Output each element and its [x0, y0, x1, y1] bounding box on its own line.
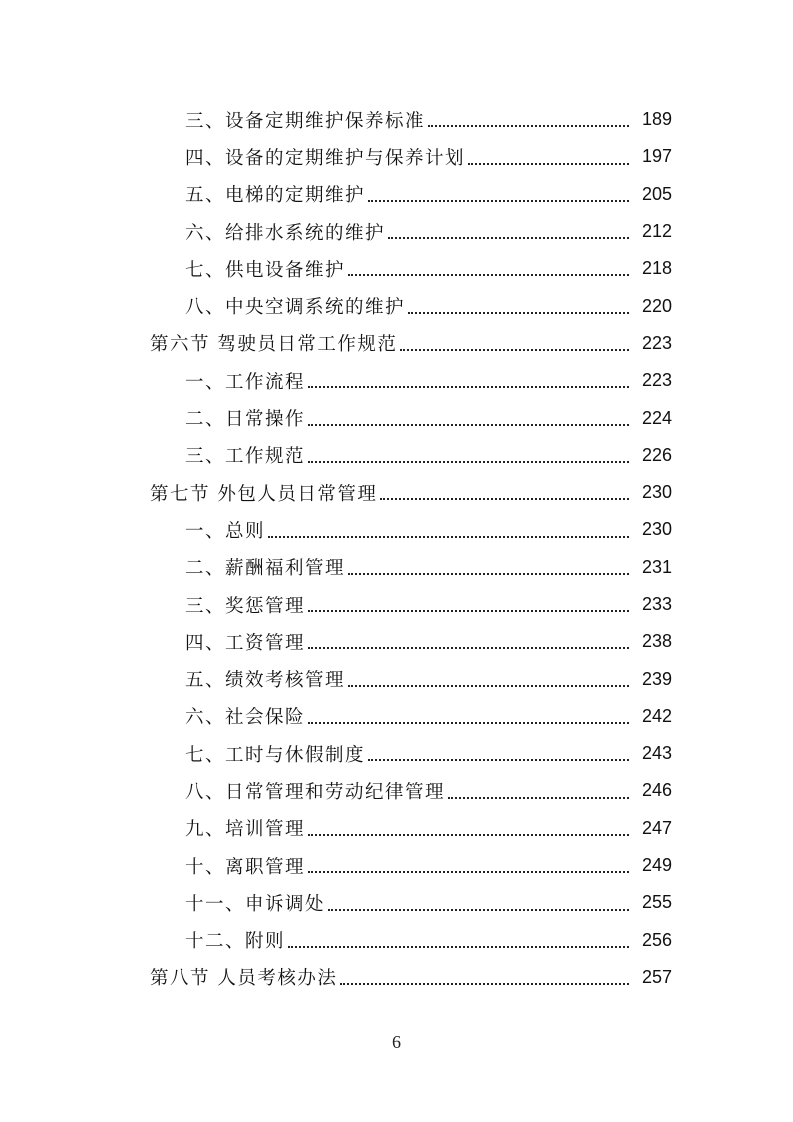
- toc-entry-page: 255: [641, 892, 672, 913]
- toc-entry-label: 四、工资管理: [185, 632, 306, 654]
- dot-leader: [380, 497, 629, 500]
- toc-entry-page: 189: [641, 109, 672, 130]
- toc-entry-page: 231: [641, 556, 672, 577]
- toc-entry[interactable]: [0, 772, 793, 809]
- page-number: 6: [392, 1032, 401, 1052]
- toc-entry-page: 239: [641, 668, 672, 689]
- toc-entry[interactable]: [0, 138, 793, 175]
- toc-entry[interactable]: [0, 101, 793, 138]
- toc-entry-label: 三、工作规范: [185, 446, 306, 468]
- toc-entry-page: 243: [641, 743, 672, 764]
- toc-entry-label: 十一、申诉调处: [185, 893, 326, 915]
- toc-entry-page: 230: [641, 519, 672, 540]
- toc-entry-label: 八、中央空调系统的维护: [185, 297, 406, 319]
- toc-entry[interactable]: [0, 847, 793, 884]
- toc-entry[interactable]: [0, 250, 793, 287]
- toc-entry-page: 247: [641, 817, 672, 838]
- toc-entry-page: 197: [641, 146, 672, 167]
- toc-entry[interactable]: [0, 698, 793, 735]
- toc-entry[interactable]: [0, 660, 793, 697]
- toc-entry-page: 205: [641, 183, 672, 204]
- toc-entry-label: 十、离职管理: [185, 856, 306, 878]
- toc-entry-label: 二、薪酬福利管理: [185, 558, 346, 580]
- toc-section-entry[interactable]: [0, 474, 793, 511]
- dot-leader: [348, 572, 629, 575]
- toc-entry-page: 223: [641, 370, 672, 391]
- toc-entry[interactable]: [0, 549, 793, 586]
- toc-entry-label: 四、设备的定期维护与保养计划: [185, 147, 466, 169]
- toc-entry-label: 二、日常操作: [185, 409, 306, 431]
- toc-entry-page: 212: [641, 221, 672, 242]
- toc-entry-label: 六、社会保险: [185, 707, 306, 729]
- toc-entry-label: 九、培训管理: [185, 819, 306, 841]
- toc-entry-label: 第八节 人员考核办法: [150, 968, 338, 990]
- toc-section-entry[interactable]: [0, 959, 793, 996]
- dot-leader: [308, 721, 629, 724]
- toc-entry-page: 220: [641, 295, 672, 316]
- toc-entry-label: 八、日常管理和劳动纪律管理: [185, 781, 446, 803]
- toc-entry-page: 249: [641, 855, 672, 876]
- toc-entry-label: 三、奖惩管理: [185, 595, 306, 617]
- dot-leader: [268, 535, 629, 538]
- toc-entry[interactable]: [0, 511, 793, 548]
- dot-leader: [348, 273, 629, 276]
- toc-entry[interactable]: [0, 623, 793, 660]
- toc-entry[interactable]: [0, 287, 793, 324]
- toc-entry-page: 257: [641, 966, 672, 987]
- dot-leader: [308, 833, 629, 836]
- toc-entry-page: 233: [641, 594, 672, 614]
- toc-entry-label: 一、总则: [185, 520, 266, 542]
- toc-entry[interactable]: [0, 213, 793, 250]
- toc-entry-page: 230: [641, 482, 672, 503]
- dot-leader: [408, 311, 629, 314]
- toc-entry-label: 六、给排水系统的维护: [185, 222, 386, 244]
- dot-leader: [388, 236, 629, 239]
- toc-entry-label: 七、供电设备维护: [185, 259, 346, 281]
- toc-entry[interactable]: [0, 586, 793, 623]
- toc-entry-label: 五、绩效考核管理: [185, 670, 346, 692]
- toc-entry-page: 224: [641, 407, 672, 428]
- toc-entry-page: 218: [641, 258, 672, 279]
- toc-entry-label: 第七节 外包人员日常管理: [150, 483, 378, 505]
- toc-entry-page: 223: [641, 332, 672, 353]
- dot-leader: [468, 162, 629, 165]
- toc-entry[interactable]: [0, 437, 793, 474]
- toc-entry-page: 226: [641, 444, 672, 465]
- dot-leader: [328, 908, 629, 911]
- table-of-contents: [0, 101, 793, 996]
- toc-entry-page: 256: [641, 929, 672, 950]
- dot-leader: [368, 199, 629, 202]
- toc-entry[interactable]: [0, 399, 793, 436]
- toc-entry-label: 一、工作流程: [185, 371, 306, 393]
- toc-entry-page: 246: [641, 780, 672, 801]
- dot-leader: [448, 796, 629, 799]
- toc-entry[interactable]: [0, 922, 793, 959]
- toc-entry-label: 第六节 驾驶员日常工作规范: [150, 334, 398, 356]
- toc-section-entry[interactable]: [0, 325, 793, 362]
- dot-leader: [308, 609, 629, 612]
- toc-entry-page: 242: [641, 705, 672, 726]
- dot-leader: [308, 646, 629, 649]
- dot-leader: [400, 348, 629, 351]
- dot-leader: [288, 945, 629, 948]
- dot-leader: [340, 982, 629, 985]
- toc-entry-label: 三、设备定期维护保养标准: [185, 110, 426, 132]
- dot-leader: [348, 684, 629, 687]
- toc-entry-page: 238: [641, 631, 672, 652]
- toc-entry-label: 十二、附则: [185, 931, 286, 953]
- dot-leader: [428, 124, 629, 127]
- toc-entry[interactable]: [0, 362, 793, 399]
- toc-entry[interactable]: [0, 884, 793, 921]
- dot-leader: [308, 460, 629, 463]
- toc-entry[interactable]: [0, 810, 793, 847]
- dot-leader: [308, 870, 629, 873]
- toc-entry[interactable]: [0, 176, 793, 213]
- dot-leader: [308, 385, 629, 388]
- toc-entry-label: 五、电梯的定期维护: [185, 185, 366, 207]
- dot-leader: [368, 758, 629, 761]
- toc-entry-label: 七、工时与休假制度: [185, 744, 366, 766]
- toc-entry[interactable]: [0, 735, 793, 772]
- dot-leader: [308, 423, 629, 426]
